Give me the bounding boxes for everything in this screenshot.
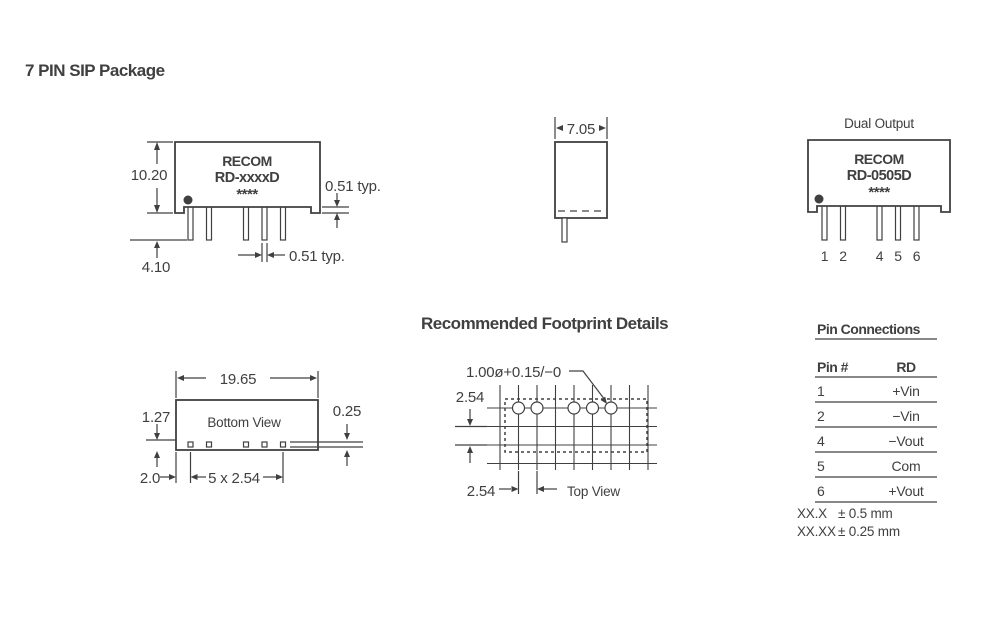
dim-case-length [176,371,318,398]
arrowhead-left [537,486,544,492]
table-row [815,383,937,402]
dim-case-width [555,117,607,139]
dim-pin-width [238,243,345,265]
pin-number-4: 4 [875,248,884,264]
dim-label: 10.20 [130,167,168,184]
rd-cell: +Vout [888,483,924,499]
dim-label: 4.10 [141,259,171,276]
bottom-view [140,371,363,487]
arrowhead-right [310,375,317,381]
dim-label-end-offset: 2.0 [139,470,161,487]
rd-cell: −Vout [888,433,924,449]
rd-cell: −Vin [892,408,920,424]
dual-brand-text: RECOM [854,151,904,167]
tolerance-format: XX.X [797,506,827,521]
pin-number-2: 2 [839,248,847,264]
pin-table [797,321,937,539]
dim-col-pitch [467,471,621,500]
dim-row-pitch [455,389,487,463]
dim-standoff [322,178,381,228]
arrowhead-right [512,486,519,492]
dim-label: 1.27 [141,409,171,426]
footprint [421,314,668,500]
arrowhead-left [177,375,184,381]
dim-label: 0.51 typ. [289,248,345,265]
pin-number-6: 6 [912,248,921,264]
arrowhead-down [334,200,340,207]
arrowhead-down [154,205,160,213]
arrowhead-right [599,125,606,131]
arrowhead-down [467,419,473,426]
tolerance-note [797,524,900,539]
dim-label: 0.51 typ. [325,178,381,195]
page-title: 7 PIN SIP Package [25,61,165,80]
front-brand-text: RECOM [222,153,272,169]
dim-label: 2.54 [455,389,485,406]
footprint-hole [587,402,599,414]
dual-output-view [808,116,950,264]
pin-pad-square [281,442,286,447]
rd-cell: +Vin [892,383,920,399]
arrowhead-right [169,474,176,480]
arrowhead-left [267,252,274,258]
front-model-text: RD-xxxxD [214,170,280,186]
footprint-title: Recommended Footprint Details [421,314,669,333]
tolerance-format: XX.XX [797,524,836,539]
bottom-view-label: Bottom View [207,415,281,430]
pin1-marker-dot [184,196,193,205]
dual-stars-text: **** [868,184,890,201]
dim-pin-row-offset [142,409,176,467]
pin-number-1: 1 [820,248,829,264]
arrowhead-up [154,142,160,150]
side-case [555,142,607,218]
arrowhead-up [154,451,160,458]
pin-cell: 5 [817,458,825,474]
table-row [815,458,937,477]
top-view-label: Top View [567,484,620,499]
dual-output-caption: Dual Output [844,116,914,131]
dual-model-text: RD-0505D [846,168,912,184]
dim-label: 0.25 [332,403,362,420]
footprint-hole [568,402,580,414]
arrowhead-right [255,252,262,258]
col-header-pin: Pin # [817,359,848,375]
front-stars-text: **** [236,186,258,203]
dim-pin-length [130,240,187,276]
tolerance-value: ± 0.5 mm [838,506,893,521]
table-row [815,483,937,502]
dim-case-height [131,142,173,213]
dim-label: 7.05 [566,121,596,138]
rd-cell: Com [891,458,921,474]
pin-table-title: Pin Connections [817,321,920,337]
arrowhead-right [276,474,283,480]
pin-number-5: 5 [894,248,902,264]
dim-end-offset-and-pitch [140,452,283,487]
pin-pad-square [244,442,249,447]
arrowhead-up [344,450,350,457]
col-header-rd: RD [896,359,916,375]
dim-label: 2.54 [466,483,496,500]
arrowhead-diagonal [601,397,607,404]
front-view [130,142,381,276]
tolerance-note [797,506,893,521]
side-view [555,117,607,242]
pin-cell: 1 [817,383,825,399]
arrowhead-left [556,125,563,131]
dim-label-pitch: 5 x 2.54 [208,470,260,487]
pin-cell: 2 [817,408,825,424]
arrowhead-up [334,213,340,220]
hole-spec-label: 1.00ø+0.15/−0 [466,364,561,381]
pin-pad-square [207,442,212,447]
footprint-hole [513,402,525,414]
arrowhead-down [344,433,350,440]
pin1-marker-dot [815,195,824,204]
tolerance-value: ± 0.25 mm [838,524,900,539]
arrowhead-left [191,474,198,480]
footprint-hole [531,402,543,414]
side-pin [562,218,567,242]
pin-pad-square [188,442,193,447]
table-row [815,408,937,427]
pin-pad-square [262,442,267,447]
arrowhead-up [154,241,160,248]
table-row [815,433,937,452]
dim-label: 19.65 [219,371,257,388]
pin-cell: 6 [817,483,825,499]
pin-cell: 4 [817,433,825,449]
arrowhead-down [154,433,160,440]
footprint-grid [487,385,657,470]
arrowhead-up [467,446,473,453]
